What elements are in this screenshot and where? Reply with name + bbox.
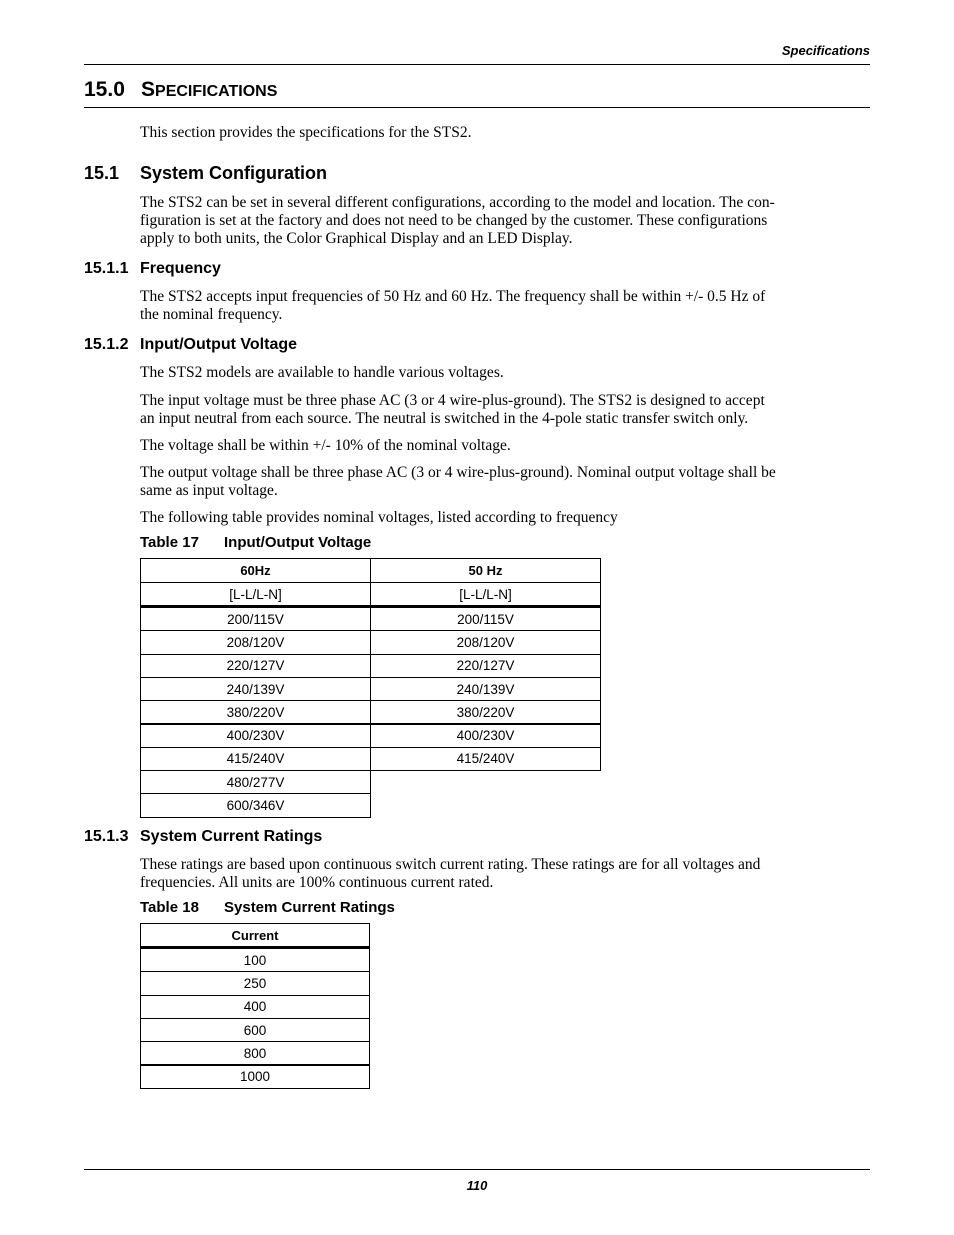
running-header: Specifications <box>781 43 870 58</box>
heading-title: System Configuration <box>140 163 328 183</box>
caption-number: Table 17 <box>140 534 199 551</box>
text-line: The STS2 can be set in several different configurations, according to the model and location. The con- <box>140 194 775 211</box>
paragraph-frequency <box>140 288 870 324</box>
footer-rule <box>84 1169 870 1170</box>
text-line: The input voltage must be three phase AC (3 or 4 wire-plus-ground). The STS2 is designed to accept <box>140 392 765 409</box>
table-cell-60hz: 480/277V <box>140 770 371 794</box>
text-line: frequencies. All units are 100% continuous current rated. <box>140 874 494 891</box>
section-title-rest: PECIFICATIONS <box>155 83 278 100</box>
text-line: figuration is set at the factory and does not need to be changed by the customer. These configurations <box>140 212 768 229</box>
section-title-initial: S <box>141 78 156 101</box>
paragraph-table-intro: The following table provides nominal voltages, listed according to frequency <box>140 509 618 526</box>
paragraph-voltage-models: The STS2 models are available to handle various voltages. <box>140 364 504 381</box>
table-cell-60hz: 200/115V <box>140 607 371 631</box>
table-cell-50hz: 200/115V <box>370 607 601 631</box>
caption-title: System Current Ratings <box>224 899 395 916</box>
heading-number: 15.1.1 <box>84 260 129 277</box>
table-cell-current: 400 <box>140 995 370 1019</box>
heading-number: 15.1.3 <box>84 828 129 845</box>
table-header-50hz: 50 Hz <box>370 558 601 583</box>
paragraph-voltage-tolerance: The voltage shall be within +/- 10% of the nominal voltage. <box>140 437 511 454</box>
paragraph-output-voltage <box>140 464 870 500</box>
heading-15-1 <box>84 163 327 184</box>
section-heading <box>84 78 277 102</box>
table-subheader: [L-L/L-N] <box>140 582 371 607</box>
table-cell-60hz: 600/346V <box>140 793 371 817</box>
table-cell-50hz: 208/120V <box>370 630 601 654</box>
table-18-caption <box>140 899 395 916</box>
caption-title: Input/Output Voltage <box>224 534 372 551</box>
table-header-current: Current <box>140 923 370 948</box>
section-rule <box>84 107 870 108</box>
text-line: same as input voltage. <box>140 482 278 499</box>
text-line: apply to both units, the Color Graphical Display and an LED Display. <box>140 230 573 247</box>
table-header-60hz: 60Hz <box>140 558 371 583</box>
heading-15-1-3 <box>84 828 322 846</box>
caption-number: Table 18 <box>140 899 199 916</box>
heading-title: System Current Ratings <box>140 828 323 845</box>
paragraph-system-config <box>140 194 870 248</box>
table-cell-50hz: 240/139V <box>370 677 601 701</box>
table-cell-current: 600 <box>140 1018 370 1042</box>
table-cell-60hz: 220/127V <box>140 654 371 678</box>
table-cell-60hz: 208/120V <box>140 630 371 654</box>
table-subheader: [L-L/L-N] <box>370 582 601 607</box>
text-line: the nominal frequency. <box>140 306 283 323</box>
table-cell-current: 250 <box>140 971 370 995</box>
table-cell-50hz: 415/240V <box>370 747 601 771</box>
table-cell-60hz: 400/230V <box>140 724 371 748</box>
table-cell-50hz: 380/220V <box>370 700 601 724</box>
heading-number: 15.1.2 <box>84 336 129 353</box>
table-cell-50hz: 400/230V <box>370 724 601 748</box>
section-number: 15.0 <box>84 78 125 101</box>
text-line: The output voltage shall be three phase AC (3 or 4 wire-plus-ground). Nominal output voltage shall be <box>140 464 776 481</box>
page-number: 110 <box>466 1178 488 1193</box>
table-17-caption <box>140 534 371 551</box>
table-cell-current: 100 <box>140 948 370 972</box>
table-cell-60hz: 240/139V <box>140 677 371 701</box>
table-cell-current: 1000 <box>140 1065 370 1089</box>
heading-title: Frequency <box>140 260 221 277</box>
table-cell-60hz: 415/240V <box>140 747 371 771</box>
table-cell-60hz: 380/220V <box>140 700 371 724</box>
text-line: an input neutral from each source. The neutral is switched in the 4-pole static transfer switch only. <box>140 410 749 427</box>
heading-15-1-2 <box>84 336 297 354</box>
text-line: The STS2 accepts input frequencies of 50 Hz and 60 Hz. The frequency shall be within +/- 0.5 Hz of <box>140 288 766 305</box>
table-cell-current: 800 <box>140 1041 370 1065</box>
heading-number: 15.1 <box>84 163 120 183</box>
heading-title: Input/Output Voltage <box>140 336 298 353</box>
paragraph-input-voltage <box>140 392 870 428</box>
header-rule <box>84 64 870 65</box>
paragraph-current-ratings <box>140 856 870 892</box>
section-intro: This section provides the specifications for the STS2. <box>140 124 472 141</box>
text-line: These ratings are based upon continuous switch current rating. These ratings are for all voltages and <box>140 856 761 873</box>
table-cell-50hz: 220/127V <box>370 654 601 678</box>
heading-15-1-1 <box>84 260 221 278</box>
